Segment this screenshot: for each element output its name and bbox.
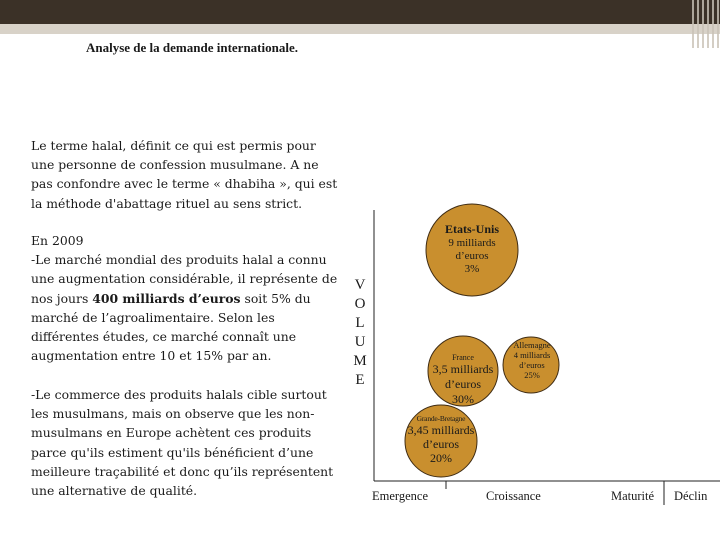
x-label-declin: Déclin [674, 489, 708, 503]
definition-paragraph: Le terme halal, définit ce qui est permis pour une personne de confession musulmane. A ne pas confondre avec le terme « dhabiha », qui est la méthode d'abattage rituel au sens strict. [31, 138, 338, 211]
consumers-paragraph: -Le commerce des produits halals cible surtout les musulmans, mais on observe que les non-musulmans en Europe achètent ces produits parce qu'ils estiment qu'ils bénéficient d’une meilleure traçabilité et donc qu’ils représentent une alternative de qualité. [31, 387, 334, 499]
market-text-end: soit 5% du marché de l’agroalimentaire. Selon les différentes études, ce marché connaît une augmentation entre 10 et 15% par an. [31, 290, 311, 364]
bubble-value: 9 milliards d’euros [448, 237, 496, 262]
market-text-start: En 2009 -Le marché mondial des produits halal a connu une augmentation considérable, il représente de nos jours [31, 233, 338, 306]
bubble-label-etats-unis [426, 222, 518, 275]
y-axis-letter: M [353, 353, 367, 369]
bubble-value: 4 milliards d’euros [513, 350, 551, 370]
bubble-label-grande-bretagne [402, 414, 480, 466]
x-label-croissance: Croissance [486, 489, 541, 503]
bubble-share: 3% [464, 263, 480, 275]
y-axis-letter: V [354, 277, 366, 293]
bubble-value: 3,5 milliards d’euros [432, 362, 494, 391]
market-size-highlight: 400 milliards d’euros [92, 290, 241, 306]
x-label-emergence: Emergence [372, 489, 428, 503]
y-axis-letter: U [354, 334, 366, 350]
y-axis-letter: O [354, 296, 366, 312]
bubble-value: 3,45 milliards d’euros [407, 423, 475, 451]
bubble-label-france [428, 353, 498, 407]
y-axis-letter: E [355, 372, 365, 388]
bubble-country: Allemagne [513, 340, 551, 350]
bubble-share: 20% [430, 451, 452, 465]
bubble-country: France [452, 353, 474, 362]
x-label-maturite: Maturité [611, 489, 655, 503]
bubble-label-allemagne [502, 340, 562, 380]
bubble-country: Etats-Unis [444, 222, 499, 236]
bubble-share: 30% [452, 392, 474, 406]
bubble-share: 25% [524, 370, 540, 380]
slide-title: Analyse de la demande internationale. [86, 40, 298, 55]
y-axis-letter: L [355, 315, 365, 331]
bubble-country: Grande-Bretagne [416, 414, 466, 423]
